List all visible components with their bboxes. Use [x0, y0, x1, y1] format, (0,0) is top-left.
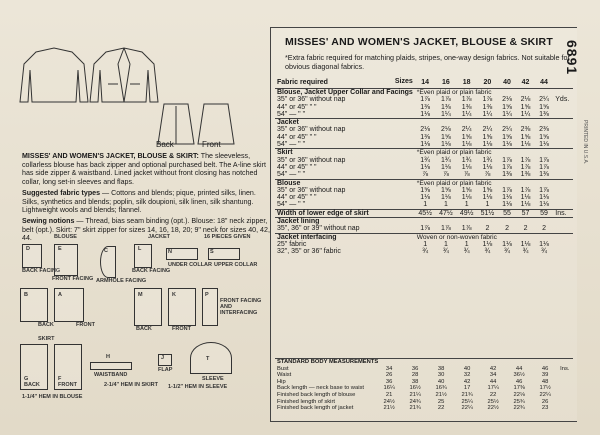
row-value: ¾: [541, 248, 547, 256]
measure-label: Finished length of skirt: [277, 398, 335, 405]
hem-blouse-note: 1-1/4" HEM IN BLOUSE: [22, 394, 83, 400]
pattern-pieces-diagram: BLOUSE JACKET 16 PIECES GIVEN D BACK FACING E FRONT FACING C ARMHOLE FACING B BACK A FRONT L BACK FACING N UNDER COLLAR S UPPER COLLAR M BACK K FRONT P FRONT FACING AND INTERFACING G BACK F FRONT SKIRT H WAISTBAND J FLAP T SLEEVE 1-1/4" HEM IN BLOUSE 2-1/4" HEM IN SKIRT 1-1/2" HEM IN SLEEVE: [22, 234, 262, 400]
row-value: 1¾: [420, 156, 430, 164]
row-value: 59: [535, 209, 554, 217]
row-value: ⅞: [484, 171, 491, 179]
row-value: 47½: [436, 209, 457, 217]
measure-row: [275, 385, 573, 392]
row-value: 1: [464, 240, 469, 248]
measure-row: [275, 392, 573, 399]
row-unit: [553, 134, 573, 141]
row-label: 35", 36" or 39" without nap: [277, 225, 360, 233]
piece-t: [190, 342, 232, 374]
row-value: 1⅛: [520, 201, 531, 209]
row-unit: [553, 141, 573, 149]
sewing-notions-body: — Thread, bias seam binding (opt.). Blouse: 18" neck zipper, belt (opt.). Skirt: 7" skirt zipper for sizes 14, 16, 18, 20; 9" neck for sizes 40, 42, 44.: [22, 216, 270, 243]
row-value: 1¼: [461, 110, 472, 118]
row-unit: [553, 164, 573, 171]
fabric-row: [275, 157, 573, 164]
left-panel: [6, 0, 268, 435]
measure-row: [275, 399, 573, 406]
measure-value: 38: [437, 365, 445, 372]
measure-value: 36: [411, 365, 419, 372]
row-value: 1: [485, 201, 490, 209]
header-size-20: 20: [477, 78, 498, 89]
section-label: Jacket lining: [275, 218, 415, 226]
row-label: 54" — " ": [277, 171, 306, 179]
row-value: 1⅝: [502, 103, 512, 111]
header-size-40: 40: [498, 78, 517, 89]
row-value: 2⅜: [520, 126, 531, 134]
measure-value: 21½: [435, 391, 447, 398]
row-value: 2¼: [502, 126, 512, 134]
row-value: 1⅞: [441, 225, 451, 233]
row-unit: [553, 111, 573, 119]
measure-value: 21½: [383, 405, 395, 412]
row-value: 1⅞: [502, 156, 512, 164]
row-value: 2⅛: [502, 96, 512, 104]
row-label: 54" — " ": [277, 110, 306, 118]
piece-c: [100, 246, 116, 278]
row-value: 1⅜: [539, 110, 549, 118]
fabric-note: *Extra fabric required for matching plaids, stripes, one-way design fabrics. Not suitable for obvious diagonal fabrics.: [285, 53, 570, 71]
section-label: Jacket: [275, 119, 415, 127]
fabric-row: [275, 218, 573, 226]
row-value: 1⅛: [502, 194, 512, 202]
measure-unit: [558, 392, 573, 399]
row-value: 55: [498, 209, 517, 217]
row-value: 1⅛: [441, 163, 451, 171]
row-unit: [553, 248, 573, 255]
row-value: 1¾: [461, 156, 472, 164]
measure-row: [275, 379, 573, 386]
row-value: ¾: [484, 248, 491, 256]
row-value: 1⅝: [461, 186, 472, 194]
row-value: 1⅛: [539, 194, 549, 202]
measure-value: 24¾: [409, 398, 421, 405]
jacket-back-sketch: [20, 48, 88, 102]
measure-value: 22¾: [513, 405, 525, 412]
piece-d: [22, 244, 42, 268]
measure-value: 26: [541, 398, 549, 405]
piece-l: [134, 244, 152, 268]
row-value: 2: [485, 225, 490, 233]
row-value: 1⅛: [420, 141, 430, 149]
row-value: 1¼: [482, 110, 493, 118]
row-value: 1⅛: [502, 201, 512, 209]
measure-value: 21¼: [409, 391, 421, 398]
measure-label: Back length — neck base to waist: [277, 385, 364, 392]
measure-value: 21: [385, 391, 393, 398]
measure-value: 22½: [487, 405, 499, 412]
measure-row: [275, 372, 573, 379]
fabric-row: [275, 149, 573, 157]
fabric-row: [275, 248, 573, 255]
fabric-row: [275, 179, 573, 187]
chart-title: MISSES' AND WOMEN'S JACKET, BLOUSE & SKIRT: [285, 36, 553, 48]
fabric-types-title: Suggested fabric types: [22, 188, 101, 197]
row-value: 1⅜: [520, 171, 531, 179]
row-value: ⅞: [463, 171, 470, 179]
row-label: 44" or 45" " ": [277, 194, 317, 202]
row-label: 44" or 45" " ": [277, 163, 317, 171]
fabric-row: [275, 194, 573, 201]
fabric-row: [275, 225, 573, 233]
fabric-row: [275, 126, 573, 133]
row-label: 44" or 45" " ": [277, 133, 317, 141]
pieces-count: 16 PIECES GIVEN: [204, 234, 251, 240]
row-value: 1⅞: [420, 96, 430, 104]
measure-value: 39: [541, 372, 549, 379]
row-value: 1⅝: [420, 186, 430, 194]
row-value: 1⅛: [502, 141, 512, 149]
row-value: 1: [443, 240, 448, 248]
blouse-pieces-label: BLOUSE: [54, 234, 77, 240]
row-value: 1¼: [502, 110, 512, 118]
row-value: 1⅝: [520, 133, 531, 141]
row-value: 2⅛: [420, 126, 430, 134]
measure-value: 44: [489, 378, 497, 385]
row-unit: [553, 126, 573, 133]
row-value: 1⅛: [441, 194, 451, 202]
fabric-row: [275, 104, 573, 111]
section-label: Blouse: [275, 179, 415, 187]
row-value: 1⅛: [502, 240, 512, 248]
measure-unit: [558, 405, 573, 412]
measure-value: 17⅜: [513, 385, 525, 392]
sewing-notions-title: Sewing notions: [22, 216, 75, 225]
row-value: 1⅛: [539, 201, 549, 209]
measure-value: 16¾: [435, 385, 447, 392]
body-measurements-table: [275, 358, 573, 412]
header-size-18: 18: [456, 78, 477, 89]
measure-value: 16½: [409, 385, 421, 392]
garment-sketches: [14, 44, 254, 149]
row-unit: [553, 104, 573, 111]
header-size-42: 42: [516, 78, 535, 89]
measure-value: 17¼: [487, 385, 499, 392]
fabric-row: [275, 187, 573, 194]
fabric-row: [275, 201, 573, 209]
measure-value: 16¼: [383, 385, 395, 392]
jacket-front-sketch: [90, 48, 158, 102]
measure-value: 36½: [513, 372, 525, 379]
row-value: 1⅝: [441, 133, 451, 141]
header-size-16: 16: [436, 78, 457, 89]
row-value: ¾: [442, 248, 449, 256]
row-label: 25" fabric: [277, 240, 307, 248]
measure-value: 22: [489, 391, 497, 398]
row-value: 1⅛: [420, 110, 430, 118]
measure-value: 25¾: [513, 398, 525, 405]
measure-unit: [558, 379, 573, 386]
measure-value: 32: [463, 372, 471, 379]
row-value: 1⅛: [461, 141, 472, 149]
row-value: ¾: [522, 248, 529, 256]
row-value: 1⅞: [502, 186, 512, 194]
row-value: 1⅛: [420, 194, 430, 202]
header-size-44: 44: [535, 78, 554, 89]
description-body: The sleeveless, collarless blouse has back zipper and optional purchased belt. The A-line skirt has side zipper & waistband. Lined jacket without front closing has notched collar, long set-in sleeves and flaps.: [22, 152, 266, 187]
row-value: 1⅝: [482, 133, 493, 141]
row-value: 2⅛: [441, 126, 451, 134]
fabric-chart-panel: [270, 27, 577, 422]
fabric-row: [275, 233, 573, 241]
fabric-row: [275, 119, 573, 127]
measure-value: 34: [489, 372, 497, 379]
measure-value: 30: [437, 372, 445, 379]
row-value: 1⅞: [461, 225, 472, 233]
measure-label: Waist: [277, 372, 292, 379]
measure-value: 23: [541, 405, 549, 412]
row-value: 45½: [415, 209, 436, 217]
section-label: Jacket interfacing: [275, 233, 415, 241]
row-value: 2: [542, 225, 546, 233]
measure-value: 34: [385, 365, 393, 372]
row-value: 1: [423, 240, 428, 248]
side-print-text: PRINTED IN U.S.A.: [582, 120, 588, 165]
row-value: 1⅛: [482, 240, 493, 248]
measure-unit: [558, 399, 573, 406]
section-extra: Woven or non-woven fabric: [415, 233, 573, 241]
hem-skirt-note: 2-1/4" HEM IN SKIRT: [104, 382, 158, 388]
fabric-row: [275, 96, 573, 103]
row-unit: [553, 241, 573, 248]
row-label: 44" or 45" " ": [277, 103, 317, 111]
measure-value: 40: [463, 365, 471, 372]
measure-value: 48: [541, 378, 549, 385]
row-value: 1⅞: [420, 225, 430, 233]
measure-row: [275, 405, 573, 412]
header-size-14: 14: [415, 78, 436, 89]
measure-value: 26: [385, 372, 393, 379]
row-unit: [553, 194, 573, 201]
measure-value: 17½: [539, 385, 551, 392]
row-value: 1⅛: [461, 163, 472, 171]
row-value: 1: [423, 201, 428, 209]
row-value: 1⅛: [520, 240, 531, 248]
measure-title-row: [275, 359, 573, 366]
measure-value: 44: [515, 365, 523, 372]
row-value: 1⅝: [461, 133, 472, 141]
section-extra: [415, 119, 573, 127]
row-value: ¾: [463, 248, 470, 256]
row-value: 1⅜: [420, 133, 430, 141]
measure-unit: [558, 372, 573, 379]
fabric-types-body: — Cottons and blends; pique, printed silks, linen. Silks, synthetics and blends; poplin, silk doupioni, silk linen, silk shantung. Lightweight wools and blends; flannel.: [22, 188, 256, 215]
row-label: 35" or 36" without nap: [277, 156, 346, 164]
section-extra: *Even plaid or plain fabric: [415, 179, 573, 187]
row-value: 51½: [477, 209, 498, 217]
row-value: 1⅞: [539, 156, 549, 164]
header-fabric-label: Fabric required Sizes: [275, 78, 415, 89]
row-label: 35" or 36" without nap: [277, 186, 346, 194]
row-unit: [553, 157, 573, 164]
measure-value: 25: [437, 398, 445, 405]
row-label: 54" — " ": [277, 201, 306, 209]
row-unit: [553, 201, 573, 209]
row-value: 1¼: [520, 110, 531, 118]
measure-label: Finished back length of blouse: [277, 391, 356, 398]
row-label: 32", 35" or 36" fabric: [277, 248, 341, 256]
row-value: 2¼: [461, 126, 472, 134]
row-value: 1⅝: [502, 133, 512, 141]
measure-value: 22: [437, 405, 445, 412]
measure-value: 21¾: [409, 405, 421, 412]
fabric-row: [275, 209, 573, 217]
row-value: 2⅛: [520, 96, 531, 104]
row-value: 1⅜: [441, 103, 451, 111]
measure-value: 21¾: [461, 391, 473, 398]
row-value: 1⅝: [539, 103, 549, 111]
measure-row: [275, 366, 573, 373]
fabric-row: [275, 134, 573, 141]
section-extra: *Even plaid or plain fabric: [416, 89, 492, 96]
header-sizes-label: Sizes: [394, 78, 413, 85]
caption-back: Back: [156, 140, 174, 149]
section-label: Blouse, Jacket Upper Collar and Facings: [277, 89, 413, 96]
pattern-number: 6891: [564, 40, 580, 76]
measure-value: 38: [411, 378, 419, 385]
row-value: 2⅜: [539, 126, 549, 134]
row-value: 1⅛: [461, 194, 472, 202]
row-value: 1¾: [482, 156, 493, 164]
row-label: 35" or 36" without nap: [277, 126, 346, 134]
row-value: 49½: [456, 209, 477, 217]
row-value: 1⅞: [461, 96, 472, 104]
row-value: 1⅜: [502, 171, 512, 179]
measure-value: 24½: [383, 398, 395, 405]
row-value: 1⅜: [420, 103, 430, 111]
row-value: 1⅛: [520, 141, 531, 149]
fabric-requirements-table: [275, 78, 573, 256]
row-value: 1⅛: [482, 163, 493, 171]
row-value: 1⅝: [539, 133, 549, 141]
row-value: 1⅜: [539, 171, 549, 179]
measure-value: 28: [411, 372, 419, 379]
measure-value: 46: [541, 365, 549, 372]
row-value: 1⅞: [539, 186, 549, 194]
section-extra: *Even plaid or plain fabric: [415, 149, 573, 157]
fabric-row: [275, 164, 573, 171]
fabric-row: [275, 241, 573, 248]
measure-value: 17: [463, 385, 471, 392]
row-value: 2¼: [539, 96, 549, 104]
header-spacer: [553, 78, 573, 89]
row-value: 1⅜: [482, 103, 493, 111]
caption-front: Front: [202, 140, 221, 149]
skirt-front-sketch: [198, 104, 234, 144]
row-value: ⅞: [442, 171, 449, 179]
row-value: 1⅛: [441, 141, 451, 149]
row-unit: Yds.: [555, 96, 570, 104]
skirt-back-sketch: [158, 104, 194, 144]
measure-label: Finished back length of jacket: [277, 405, 354, 412]
hem-sleeve-note: 1-1/2" HEM IN SLEEVE: [168, 384, 228, 390]
table-header-row: [275, 78, 573, 89]
fabric-row: [275, 141, 573, 149]
row-value: 1: [443, 201, 448, 209]
row-value: 1⅜: [461, 103, 472, 111]
row-value: 1⅝: [520, 103, 531, 111]
row-label: 35" or 36" without nap: [277, 96, 346, 104]
measure-value: 22⅛: [513, 391, 525, 398]
description-title: MISSES' AND WOMEN'S JACKET, BLOUSE & SKIRT:: [22, 152, 199, 160]
row-value: 1⅞: [520, 156, 531, 164]
row-value: 1⅛: [420, 163, 430, 171]
row-value: 1⅞: [482, 96, 493, 104]
section-extra: [415, 218, 573, 226]
row-value: 1⅞: [539, 163, 549, 171]
measure-unit: Ins.: [560, 365, 570, 372]
row-value: 1⅛: [482, 141, 493, 149]
measure-value: 46: [515, 378, 523, 385]
row-label: 54" — " ": [277, 141, 306, 149]
row-value: ¾: [422, 248, 429, 256]
row-label: Width of lower edge of skirt: [275, 209, 415, 217]
row-value: 1: [464, 201, 469, 209]
row-value: ⅞: [422, 171, 429, 179]
measure-value: 22¼: [461, 405, 473, 412]
measure-value: 22¼: [539, 391, 551, 398]
row-value: 1⅛: [539, 141, 549, 149]
row-value: 1¼: [441, 110, 451, 118]
row-unit: Ins.: [553, 209, 573, 217]
row-value: 2: [523, 225, 528, 233]
row-value: 1¾: [441, 156, 451, 164]
row-value: 1⅞: [502, 163, 512, 171]
piece-h: [90, 362, 132, 370]
measure-label: Bust: [277, 365, 289, 372]
measure-value: 36: [385, 378, 393, 385]
row-value: 1⅛: [539, 240, 549, 248]
row-value: 1⅛: [520, 194, 531, 202]
measure-value: 42: [489, 365, 497, 372]
measure-value: 25½: [487, 398, 499, 405]
measure-value: 25¼: [461, 398, 473, 405]
measure-value: 40: [437, 378, 445, 385]
row-value: 1⅝: [482, 186, 493, 194]
row-value: 1⅛: [482, 194, 493, 202]
measure-value: 42: [463, 378, 471, 385]
fabric-row: [275, 171, 573, 179]
measure-unit: [558, 385, 573, 392]
fabric-row: [275, 89, 573, 97]
row-value: 2¼: [482, 126, 493, 134]
row-unit: [553, 171, 573, 179]
row-value: 1⅝: [441, 186, 451, 194]
measure-title: STANDARD BODY MEASUREMENTS: [275, 359, 573, 366]
row-value: 57: [516, 209, 535, 217]
row-value: 1⅞: [520, 163, 531, 171]
row-value: 1⅞: [441, 96, 451, 104]
section-label: Skirt: [275, 149, 415, 157]
row-unit: [553, 225, 573, 233]
row-unit: [553, 187, 573, 194]
row-value: 2: [505, 225, 509, 233]
row-value: ¾: [504, 248, 510, 256]
measure-label: Hip: [277, 378, 286, 385]
row-value: 1⅞: [520, 186, 531, 194]
jacket-pieces-label: JACKET: [148, 234, 171, 240]
fabric-row: [275, 111, 573, 119]
